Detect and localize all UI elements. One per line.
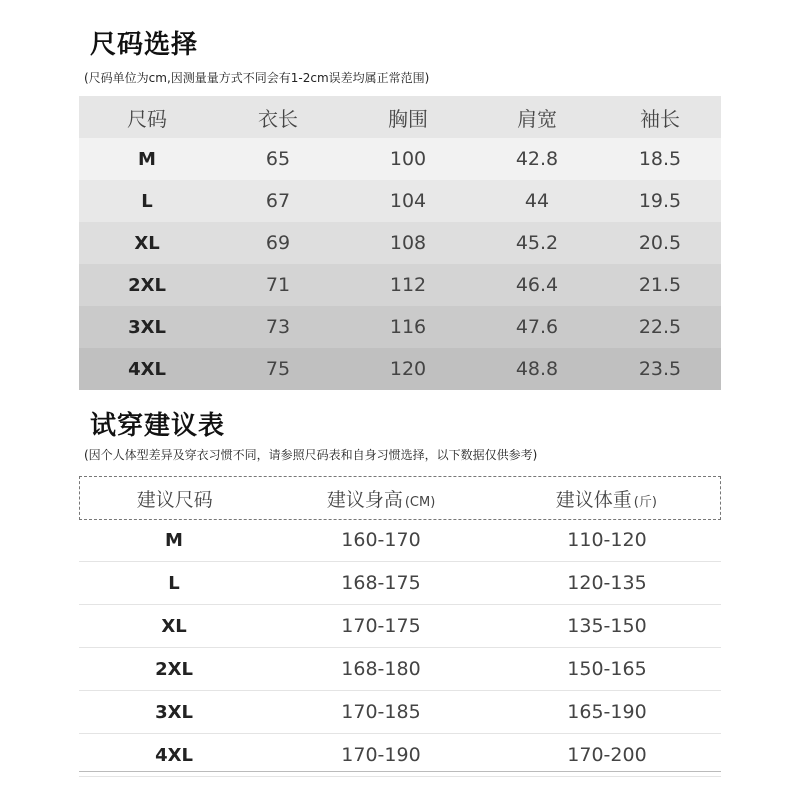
size-chart-note: (尺码单位为cm,因测量量方式不同会有1-2cm误差均属正常范围) (84, 71, 430, 85)
height-cell: 170-185 (341, 701, 421, 723)
table-row (79, 519, 721, 562)
weight-cell: 120-135 (567, 572, 647, 594)
sleeve-cell: 21.5 (638, 274, 682, 296)
size-cell: L (141, 190, 153, 212)
header-suggested-weight (493, 485, 720, 512)
header-suggested-height (269, 485, 492, 512)
fit-guide-table (79, 519, 721, 777)
header-suggested-weight-label: 建议体重 (555, 488, 632, 511)
header-shoulder: 肩宽 (517, 106, 557, 131)
size-cell: 4XL (155, 744, 193, 766)
table-row (79, 348, 721, 390)
header-chest: 胸围 (388, 106, 428, 131)
table-row (79, 264, 721, 306)
size-cell: 2XL (128, 274, 166, 296)
height-cell: 168-180 (341, 658, 421, 680)
chest-cell: 108 (389, 232, 427, 254)
shoulder-cell: 46.4 (515, 274, 559, 296)
fit-guide-title: 试穿建议表 (90, 411, 226, 441)
weight-cell: 150-165 (567, 658, 647, 680)
header-weight-unit: (斤) (633, 494, 657, 510)
sleeve-cell: 22.5 (638, 316, 682, 338)
size-cell: 2XL (155, 658, 193, 680)
shoulder-cell: 45.2 (515, 232, 559, 254)
height-cell: 170-190 (341, 744, 421, 766)
table-row (79, 222, 721, 264)
size-cell: 3XL (128, 316, 166, 338)
size-cell: XL (161, 615, 187, 637)
size-cell: XL (134, 232, 160, 254)
header-suggested-size (80, 485, 269, 512)
shoulder-cell: 48.8 (515, 358, 559, 380)
length-cell: 65 (265, 148, 291, 170)
weight-cell: 135-150 (567, 615, 647, 637)
table-bottom-divider (79, 771, 721, 772)
size-cell: M (138, 148, 156, 170)
table-row (79, 180, 721, 222)
chest-cell: 100 (389, 148, 427, 170)
header-length: 衣长 (258, 106, 298, 131)
size-cell: M (165, 529, 183, 551)
chest-cell: 104 (389, 190, 427, 212)
length-cell: 67 (265, 190, 291, 212)
fit-guide-note: (因个人体型差异及穿衣习惯不同，请参照尺码表和自身习惯选择，以下数据仅供参考) (84, 448, 538, 462)
height-cell: 160-170 (341, 529, 421, 551)
table-row (79, 306, 721, 348)
shoulder-cell: 47.6 (515, 316, 559, 338)
header-suggested-size-label: 建议尺码 (136, 488, 213, 511)
table-row (79, 562, 721, 605)
chest-cell: 116 (389, 316, 427, 338)
length-cell: 75 (265, 358, 291, 380)
table-row (79, 605, 721, 648)
shoulder-cell: 44 (524, 190, 550, 212)
weight-cell: 165-190 (567, 701, 647, 723)
sleeve-cell: 23.5 (638, 358, 682, 380)
weight-cell: 170-200 (567, 744, 647, 766)
header-height-unit: (CM) (404, 494, 436, 510)
size-chart-header-row (79, 96, 721, 138)
chest-cell: 112 (389, 274, 427, 296)
header-suggested-height-label: 建议身高 (326, 488, 403, 511)
height-cell: 168-175 (341, 572, 421, 594)
size-chart-title: 尺码选择 (90, 30, 199, 60)
sleeve-cell: 19.5 (638, 190, 682, 212)
sleeve-cell: 20.5 (638, 232, 682, 254)
size-cell: L (168, 572, 180, 594)
length-cell: 73 (265, 316, 291, 338)
fit-guide-header-row (79, 476, 721, 520)
size-cell: 3XL (155, 701, 193, 723)
size-chart-table (79, 96, 721, 390)
length-cell: 71 (265, 274, 291, 296)
length-cell: 69 (265, 232, 291, 254)
table-row (79, 138, 721, 180)
header-sleeve: 袖长 (640, 106, 680, 131)
header-size: 尺码 (127, 106, 167, 131)
weight-cell: 110-120 (567, 529, 647, 551)
size-cell: 4XL (128, 358, 166, 380)
height-cell: 170-175 (341, 615, 421, 637)
table-row (79, 691, 721, 734)
table-row (79, 648, 721, 691)
shoulder-cell: 42.8 (515, 148, 559, 170)
sleeve-cell: 18.5 (638, 148, 682, 170)
chest-cell: 120 (389, 358, 427, 380)
